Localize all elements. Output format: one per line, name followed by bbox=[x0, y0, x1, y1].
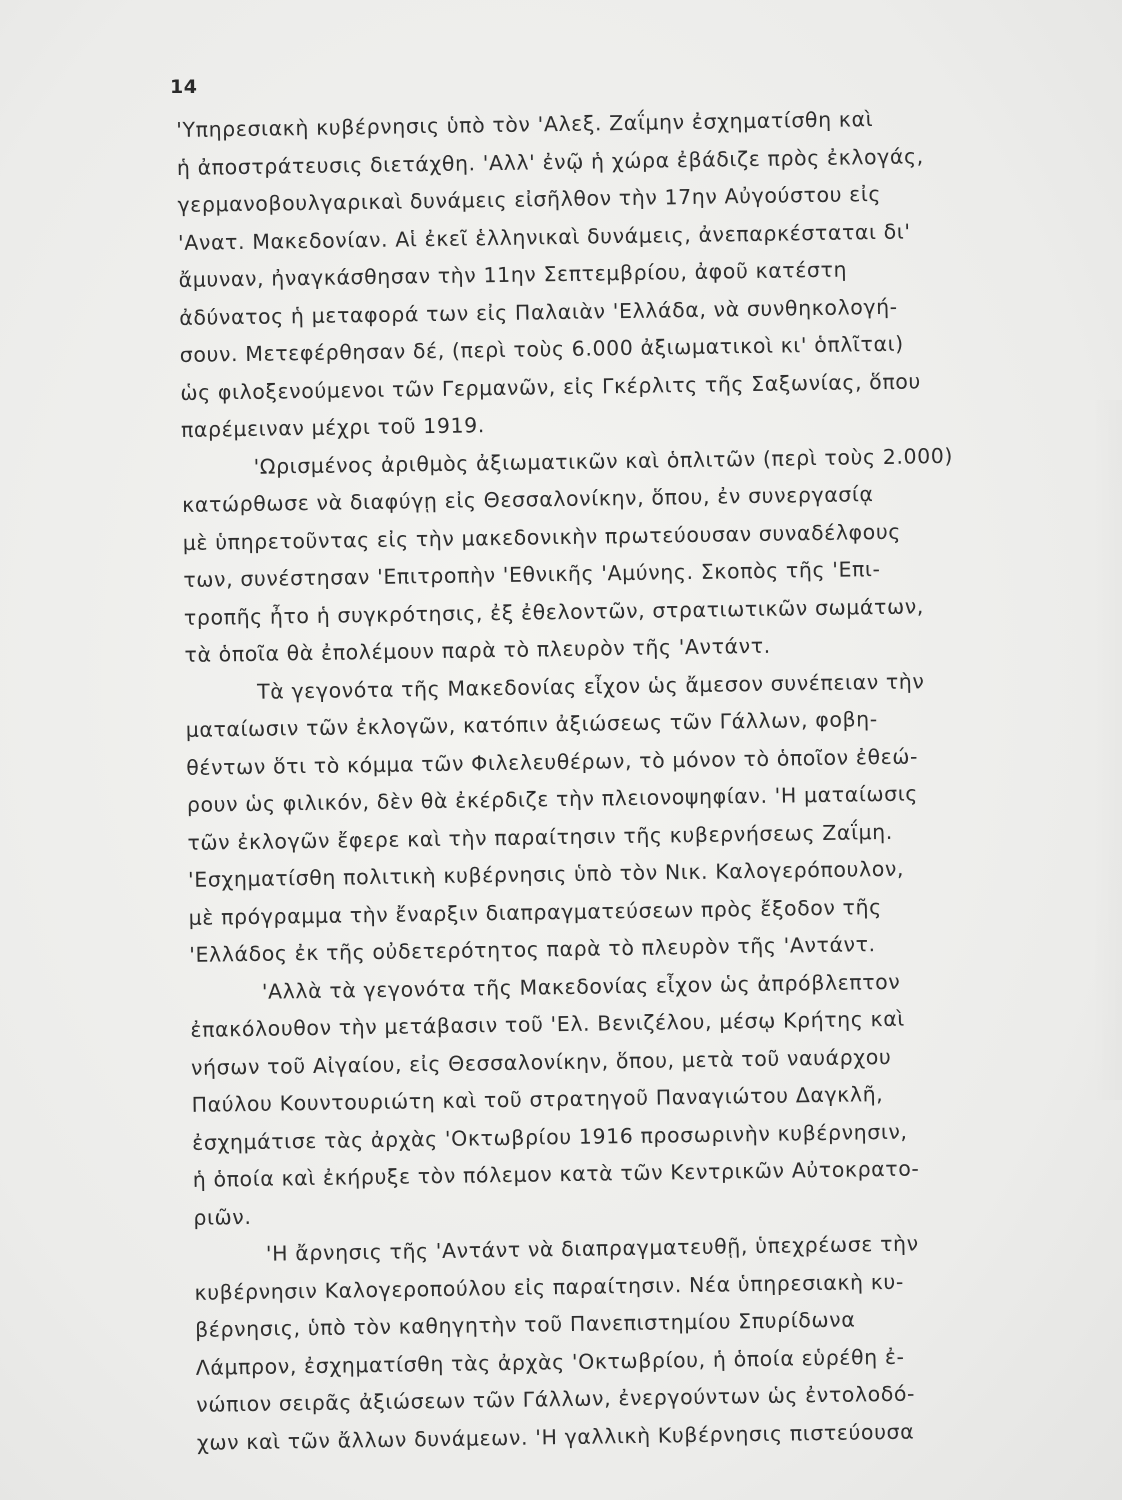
text-line: ὡς φιλοξενούμενοι τῶν Γερμανῶν, εἰς Γκέρλιτς τῆς Σαξωνίας, ὅπου bbox=[180, 368, 922, 405]
text-line: ἄμυναν, ἠναγκάσθησαν τὴν 11ην Σεπτεμβρίου, ἀφοῦ κατέστη bbox=[178, 257, 848, 292]
text-line: 'Υπηρεσιακὴ κυβέρνησις ὑπὸ τὸν 'Αλεξ. Ζαΐμην ἐσχηματίσθη καὶ bbox=[176, 107, 874, 142]
text-line: ρουν ὡς φιλικόν, δὲν θὰ ἐκέρδιζε τὴν πλειονοψηφίαν. 'Η ματαίωσις bbox=[186, 781, 919, 817]
text-line: 'Ανατ. Μακεδονίαν. Αἱ ἐκεῖ ἑλληνικαὶ δυνάμεις, ἀνεπαρκέσταται δι' bbox=[177, 218, 911, 255]
text-line: ριῶν. bbox=[193, 1204, 252, 1230]
text-line: ἡ ἀποστράτευσις διετάχθη. 'Αλλ' ἐνῷ ἡ χώρα ἐβάδιζε πρὸς ἐκλογάς, bbox=[176, 143, 924, 180]
text-line: ἡ ὁποία καὶ ἐκήρυξε τὸν πόλεμον κατὰ τῶν Κεντρικῶν Αὐτοκρατο- bbox=[192, 1156, 920, 1192]
paragraph-start-line: 'Ωρισμένος ἀριθμὸς ἀξιωματικῶν καὶ ὁπλιτῶν (περὶ τοὺς 2.000) bbox=[253, 443, 954, 479]
paragraph-start-line: 'Η ἄρνησις τῆς 'Αντάντ νὰ διαπραγματευθῇ, ὑπεχρέωσε τὴν bbox=[265, 1231, 919, 1266]
text-line: Παύλου Κουντουριώτη καὶ τοῦ στρατηγοῦ Παναγιώτου Δαγκλῆ, bbox=[191, 1082, 884, 1117]
text-line: παρέμειναν μέχρι τοῦ 1919. bbox=[180, 413, 486, 442]
text-line: θέντων ὅτι τὸ κόμμα τῶν Φιλελευθέρων, τὸ μόνον τὸ ὁποῖον ἐθεώ- bbox=[186, 743, 919, 780]
page-number: 14 bbox=[170, 76, 198, 98]
paragraph-start-line: 'Αλλὰ τὰ γεγονότα τῆς Μακεδονίας εἶχον ὡς ἀπρόβλεπτον bbox=[261, 969, 901, 1004]
text-line: ἐσχημάτισε τὰς ἀρχὰς 'Οκτωβρίου 1916 προσωρινὴν κυβέρνησιν, bbox=[191, 1119, 908, 1155]
text-line: Λάμπρον, ἐσχηματίσθη τὰς ἀρχὰς 'Οκτωβρίου, ἡ ὁποία εὑρέθη ἐ- bbox=[195, 1344, 905, 1380]
body-text bbox=[176, 98, 1067, 1461]
text-line: γερμανοβουλγαρικαὶ δυνάμεις εἰσῆλθον τὴν 17ην Αὐγούστου εἰς bbox=[177, 181, 882, 217]
text-line: τὰ ὁποῖα θὰ ἐπολέμουν παρὰ τὸ πλευρὸν τῆς 'Αντάντ. bbox=[184, 633, 771, 667]
text-line: μὲ ὑπηρετοῦντας εἰς τὴν μακεδονικὴν πρωτεύουσαν συναδέλφους bbox=[182, 519, 902, 555]
text-line: ματαίωσιν τῶν ἐκλογῶν, κατόπιν ἀξιώσεως τῶν Γάλλων, φοβη- bbox=[185, 707, 878, 742]
text-line: 'Ελλάδος ἐκ τῆς οὐδετερότητος παρὰ τὸ πλευρὸν τῆς 'Αντάντ. bbox=[189, 932, 876, 967]
text-line: 'Εσχηματίσθη πολιτικὴ κυβέρνησις ὑπὸ τὸν Νικ. Καλογερόπουλον, bbox=[187, 856, 905, 892]
text-line: νήσων τοῦ Αἰγαίου, εἰς Θεσσαλονίκην, ὅπου, μετὰ τοῦ ναυάρχου bbox=[190, 1044, 892, 1080]
text-line: τροπῆς ἦτο ἡ συγκρότησις, ἐξ ἐθελοντῶν, στρατιωτικῶν σωμάτων, bbox=[183, 593, 925, 630]
text-line: σουν. Μετεφέρθησαν δέ, (περὶ τοὺς 6.000 ἀξιωματικοὶ κι' ὁπλῖται) bbox=[179, 331, 904, 367]
text-line: ἐπακόλουθον τὴν μετάβασιν τοῦ 'Ελ. Βενιζέλου, μέσῳ Κρήτης καὶ bbox=[190, 1006, 906, 1042]
text-line: ἀδύνατος ἡ μεταφορά των εἰς Παλαιὰν 'Ελλάδα, νὰ συνθηκολογή- bbox=[179, 294, 898, 330]
text-line: τῶν ἐκλογῶν ἔφερε καὶ τὴν παραίτησιν τῆς κυβερνήσεως Ζαΐμη. bbox=[187, 819, 894, 855]
text-line: κυβέρνησιν Καλογεροπούλου εἰς παραίτησιν. Νέα ὑπηρεσιακὴ κυ- bbox=[194, 1269, 905, 1305]
text-line: κατώρθωσε νὰ διαφύγῃ εἰς Θεσσαλονίκην, ὅπου, ἐν συνεργασίᾳ bbox=[181, 482, 874, 517]
text-line: των, συνέστησαν 'Επιτροπὴν 'Εθνικῆς 'Αμύνης. Σκοπὸς τῆς 'Επι- bbox=[183, 556, 881, 592]
page-edge-shadow bbox=[1092, 400, 1122, 1100]
text-line: μὲ πρόγραμμα τὴν ἔναρξιν διαπραγματεύσεων πρὸς ἔξοδον τῆς bbox=[188, 894, 882, 930]
text-line: βέρνησις, ὑπὸ τὸν καθηγητὴν τοῦ Πανεπιστημίου Σπυρίδωνα bbox=[194, 1307, 856, 1342]
text-line: νώπιον σειρᾶς ἀξιώσεων τῶν Γάλλων, ἐνεργούντων ὡς ἐντολοδό- bbox=[196, 1381, 916, 1417]
text-line: χων καὶ τῶν ἄλλων δυνάμεων. 'Η γαλλικὴ Κυβέρνησις πιστεύουσα bbox=[196, 1419, 915, 1455]
paragraph-start-line: Τὰ γεγονότα τῆς Μακεδονίας εἶχον ὡς ἄμεσον συνέπειαν τὴν bbox=[256, 668, 925, 704]
